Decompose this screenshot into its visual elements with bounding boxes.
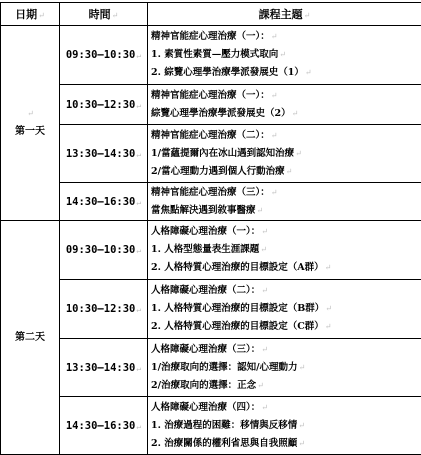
time-cell: 09:30–10:30↵ <box>60 221 148 280</box>
table-row <box>1 125 421 183</box>
table-row <box>1 339 421 397</box>
header-row <box>1 3 421 26</box>
time-cell: 14:30–16:30↵ <box>60 183 148 221</box>
table-row <box>1 26 421 85</box>
time-cell: 13:30–14:30↵ <box>60 339 148 397</box>
header-day: 日期↵ <box>1 3 60 26</box>
topic-cell: 精神官能症心理治療（二）：↵ 1/當蘊提爾內在冰山遇到認知治療↵ 2/當心理動力遇到個人行動治療↵ <box>148 125 421 183</box>
time-cell: 09:30–10:30↵ <box>60 26 148 85</box>
time-cell: 13:30–14:30↵ <box>60 125 148 183</box>
topic-cell: 人格障礙心理治療（二）：↵ 1. 人格特質心理治療的目標設定（B群）↵ 2. 人格特質心理治療的目標設定（C群）↵ <box>148 280 421 339</box>
topic-cell: 精神官能症心理治療（一）：↵ 綜覽心理學治療學派發展史（2）↵ <box>148 85 421 125</box>
topic-cell: 人格障礙心理治療（一）：↵ 1. 人格型態量表生涯課題↵ 2. 人格特質心理治療的目標設定（A群）↵ <box>148 221 421 280</box>
course-schedule-table <box>0 2 421 455</box>
header-topic: 課程主題↵ <box>148 3 421 26</box>
day-label-1: ↵ 第一天 <box>1 26 60 221</box>
table-row <box>1 221 421 280</box>
time-cell: 10:30–12:30↵ <box>60 85 148 125</box>
time-cell: 14:30–16:30↵ <box>60 397 148 455</box>
day-label-2: 第二天 <box>1 221 60 455</box>
topic-cell: 精神官能症心理治療（一）：↵ 1. 素質性素質—壓力模式取向↵ 2. 綜覽心理學治療學派發展史（1）↵ <box>148 26 421 85</box>
table-row <box>1 183 421 221</box>
topic-cell: 人格障礙心理治療（三）：↵ 1/治療取向的選擇：認知/心理動力↵ 2/治療取向的選擇：正念↵ <box>148 339 421 397</box>
header-time: 時間↵ <box>60 3 148 26</box>
table-row <box>1 280 421 339</box>
topic-cell: 精神官能症心理治療（三）：↵ 當焦點解決遇到敘事醫療↵ <box>148 183 421 221</box>
time-cell: 10:30–12:30↵ <box>60 280 148 339</box>
table-row <box>1 85 421 125</box>
table-row <box>1 397 421 455</box>
topic-cell: 人格障礙心理治療（四）：↵ 1. 治療過程的困難：移情與反移情↵ 2. 治療關係的權利省思與自我照顧↵ <box>148 397 421 455</box>
